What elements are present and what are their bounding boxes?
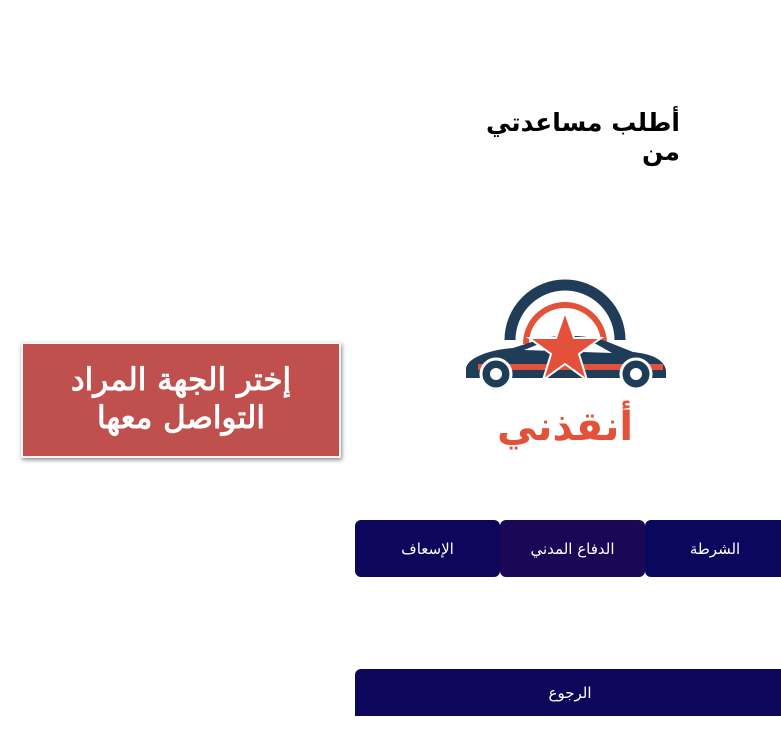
instruction-callout bbox=[21, 342, 341, 458]
logo-wordmark: أنقذني bbox=[496, 404, 634, 450]
ambulance-button[interactable]: الإسعاف bbox=[355, 520, 500, 577]
police-button[interactable]: الشرطة bbox=[645, 520, 781, 577]
civil-defense-button[interactable]: الدفاع المدني bbox=[500, 520, 645, 577]
page-title: أطلب مساعدتي من bbox=[486, 108, 680, 166]
callout-line-2: التواصل معها bbox=[97, 400, 265, 436]
callout-line-1: إختر الجهة المراد bbox=[70, 362, 292, 399]
back-button[interactable]: الرجوع bbox=[355, 669, 781, 716]
